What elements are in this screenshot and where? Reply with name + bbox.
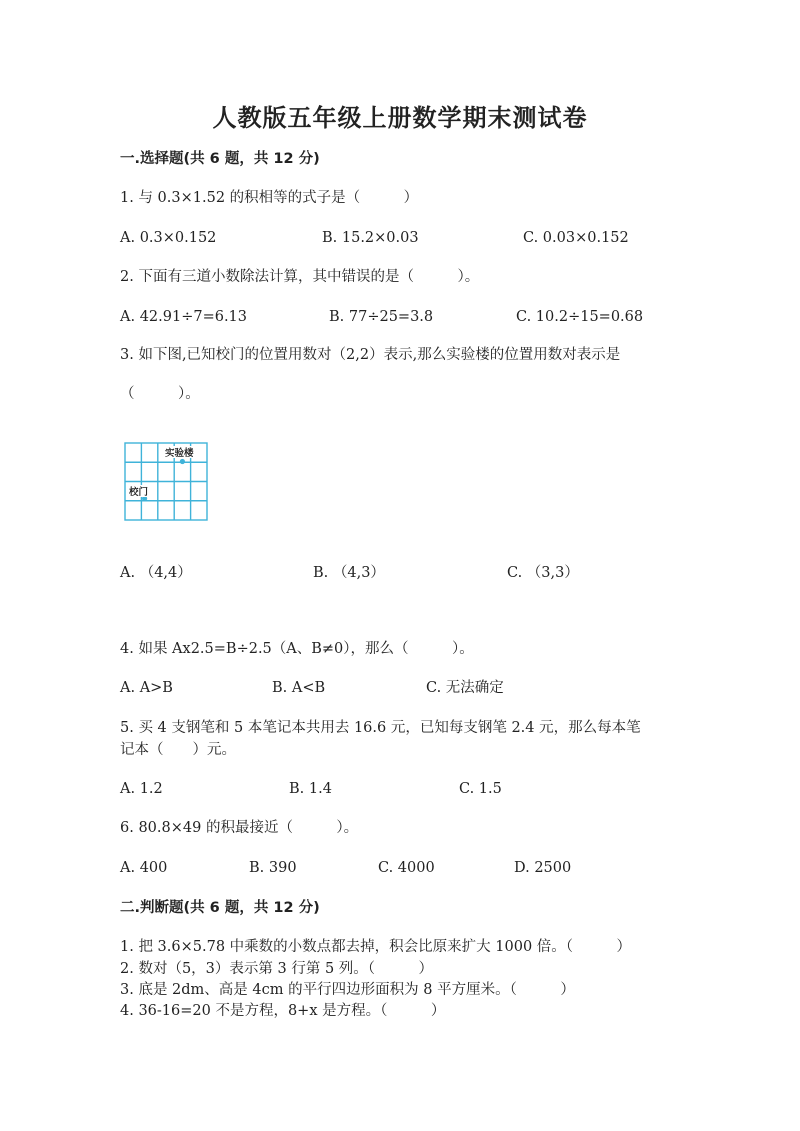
question-2-option-b: B. 77÷25=3.8 — [329, 309, 434, 325]
question-1-option-c: C. 0.03×0.152 — [523, 230, 629, 246]
judgment-item-3: 3. 底是 2dm、高是 4cm 的平行四边形面积为 8 平方厘米。（ ） — [120, 982, 575, 998]
coordinate-grid-figure — [124, 442, 208, 522]
school-gate-label: 校门 — [129, 487, 149, 498]
question-6-option-c: C. 4000 — [378, 860, 435, 876]
question-5-option-b: B. 1.4 — [289, 781, 332, 797]
question-1-option-b: B. 15.2×0.03 — [322, 230, 419, 246]
question-6-stem: 6. 80.8×49 的积最接近（ ）。 — [120, 820, 359, 836]
section-heading-choice: 一.选择题(共 6 题，共 12 分) — [120, 151, 320, 167]
question-2-option-a: A. 42.91÷7=6.13 — [120, 309, 248, 325]
question-4-option-b: B. A<B — [272, 680, 326, 696]
question-3-stem-line1: 3. 如下图,已知校门的位置用数对（2,2）表示,那么实验楼的位置用数对表示是 — [120, 347, 621, 363]
section-heading-judgment: 二.判断题(共 6 题，共 12 分) — [120, 900, 320, 916]
question-3-option-b: B. （4,3） — [313, 565, 385, 581]
question-6-option-d: D. 2500 — [514, 860, 572, 876]
question-5-option-a: A. 1.2 — [120, 781, 163, 797]
question-1-stem: 1. 与 0.3×1.52 的积相等的式子是（ ） — [120, 190, 419, 206]
question-2-stem: 2. 下面有三道小数除法计算，其中错误的是（ ）。 — [120, 269, 480, 285]
question-3-option-a: A. （4,4） — [120, 565, 192, 581]
lab-building-label: 实验楼 — [165, 448, 194, 459]
judgment-item-1: 1. 把 3.6×5.78 中乘数的小数点都去掉，积会比原来扩大 1000 倍。（ ） — [120, 939, 632, 955]
question-5-stem-line2: 记本（ ）元。 — [120, 742, 236, 758]
question-5-option-c: C. 1.5 — [459, 781, 502, 797]
question-4-option-a: A. A>B — [120, 680, 173, 696]
question-3-option-c: C. （3,3） — [507, 565, 579, 581]
question-6-option-b: B. 390 — [249, 860, 297, 876]
lab-building-point — [180, 459, 185, 464]
question-5-stem-line1: 5. 买 4 支钢笔和 5 本笔记本共用去 16.6 元，已知每支钢笔 2.4 元，那么每本笔 — [120, 720, 641, 736]
question-3-stem-line2: （ ）。 — [120, 386, 200, 402]
judgment-item-2: 2. 数对（5，3）表示第 3 行第 5 列。（ ） — [120, 961, 434, 977]
question-1-option-a: A. 0.3×0.152 — [120, 230, 217, 246]
question-6-option-a: A. 400 — [120, 860, 168, 876]
judgment-item-4: 4. 36-16=20 不是方程，8+x 是方程。（ ） — [120, 1003, 446, 1019]
question-4-stem: 4. 如果 Ax2.5=B÷2.5（A、B≠0），那么（ ）。 — [120, 641, 474, 657]
question-2-option-c: C. 10.2÷15=0.68 — [516, 309, 644, 325]
page-title: 人教版五年级上册数学期末测试卷 — [212, 103, 588, 132]
question-4-option-c: C. 无法确定 — [426, 680, 504, 696]
